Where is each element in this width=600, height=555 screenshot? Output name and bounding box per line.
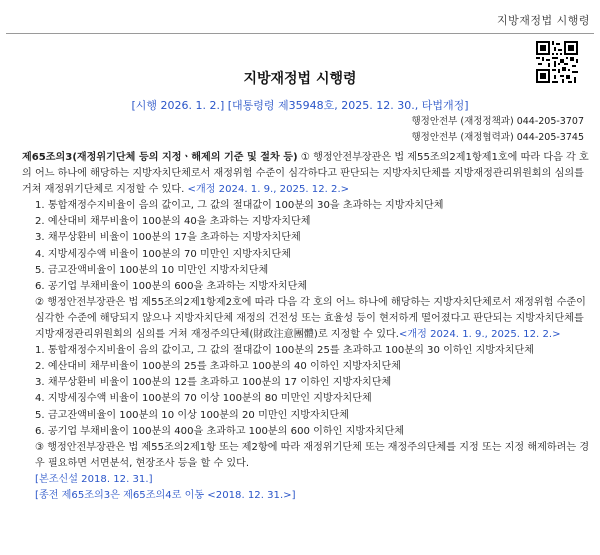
ministry-contact: 행정안전부 (재정정책과) 044-205-3707	[411, 116, 584, 127]
history-note[interactable]: [본조신설 2018. 12. 31.]	[35, 473, 153, 485]
list-item: 1. 통합재정수지비율이 음의 값이고, 그 값의 절대값이 100분의 25를 초과하고 100분의 30 이하인 지방자치단체	[35, 345, 535, 357]
list-item: 3. 채무상환비 비율이 100분의 17을 초과하는 지방자치단체	[35, 232, 301, 244]
paragraph-2	[22, 295, 590, 343]
list-item: 5. 금고잔액비율이 100분의 10 이상 100분의 20 미만인 지방자치단체	[35, 409, 350, 421]
ministry-contact: 행정안전부 (재정협력과) 044-205-3745	[411, 132, 584, 143]
header-divider	[6, 33, 594, 34]
list-item: 4. 지방세징수액 비율이 100분의 70 미만인 지방자치단체	[35, 248, 292, 260]
amendment-link[interactable]: <개정 2024. 1. 9., 2025. 12. 2.>	[398, 329, 561, 341]
document-header-label: 지방재정법 시행령	[496, 14, 590, 27]
history-note[interactable]: [종전 제65조의3은 제65조의4로 이동 <2018. 12. 31.>]	[35, 489, 296, 501]
paragraph-text: ② 행정안전부장관은 법 제55조의2제1항제2호에 따라 다음 각 호의 어느 하나에 해당하는 지방자치단체로서 재정위험 수준이 심각한 수준에 해당되지 않으나 지방자치단체 재정의 건전성 또는 효율성 등이 현저하게 떨어졌다고 판단되는 지방자치단체를 지방재정관리위원회의 심의를 거쳐 재정주의단체(財政注意團體)로 지정할 수 있다.	[35, 296, 586, 341]
law-title: 지방재정법 시행령	[243, 71, 357, 87]
paragraph-1	[22, 150, 590, 198]
article-body	[22, 150, 590, 504]
enforcement-info: [시행 2026. 1. 2.] [대통령령 제35948호, 2025. 12. 30., 타법개정]	[131, 99, 469, 112]
paragraph-text: ① 행정안전부장관은 법 제55조의2제1항제1호에 따라 다음 각 호의 어느 하나에 해당하는 지방자치단체로서 재정위험 수준이 심각하다고 판단되는 지방자치단체를 지방재정관리위원회의 심의를 거쳐 재정위기단체로 지정할 수 있다.	[22, 152, 589, 196]
list-item: 2. 예산대비 채무비율이 100분의 40을 초과하는 지방자치단체	[35, 216, 311, 228]
list-item: 2. 예산대비 채무비율이 100분의 25를 초과하고 100분의 40 이하인 지방자치단체	[35, 361, 401, 373]
list-item: 3. 채무상환비 비율이 100분의 12를 초과하고 100분의 17 이하인 지방자치단체	[35, 377, 392, 389]
list-item: 5. 금고잔액비율이 100분의 10 미만인 지방자치단체	[35, 264, 269, 276]
list-item: 1. 통합재정수지비율이 음의 값이고, 그 값의 절대값이 100분의 30을 초과하는 지방자치단체	[35, 200, 444, 212]
list-item: 6. 공기업 부채비율이 100분의 600을 초과하는 지방자치단체	[35, 280, 308, 292]
paragraph-3: ③ 행정안전부장관은 법 제55조의2제1항 또는 제2항에 따라 재정위기단체 또는 재정주의단체를 지정 또는 지정 해제하려는 경우 필요하면 서면분석, 현장조사 등을 할 수 있다.	[35, 441, 590, 469]
list-item: 6. 공기업 부채비율이 100분의 400을 초과하고 100분의 600 이하인 지방자치단체	[35, 425, 405, 437]
list-item: 4. 지방세징수액 비율이 100분의 70 이상 100분의 80 미만인 지방자치단체	[35, 393, 372, 405]
amendment-link[interactable]: <개정 2024. 1. 9., 2025. 12. 2.>	[187, 184, 350, 196]
article-title: 제65조의3(재정위기단체 등의 지정ㆍ해제의 기준 및 절차 등)	[22, 152, 298, 163]
